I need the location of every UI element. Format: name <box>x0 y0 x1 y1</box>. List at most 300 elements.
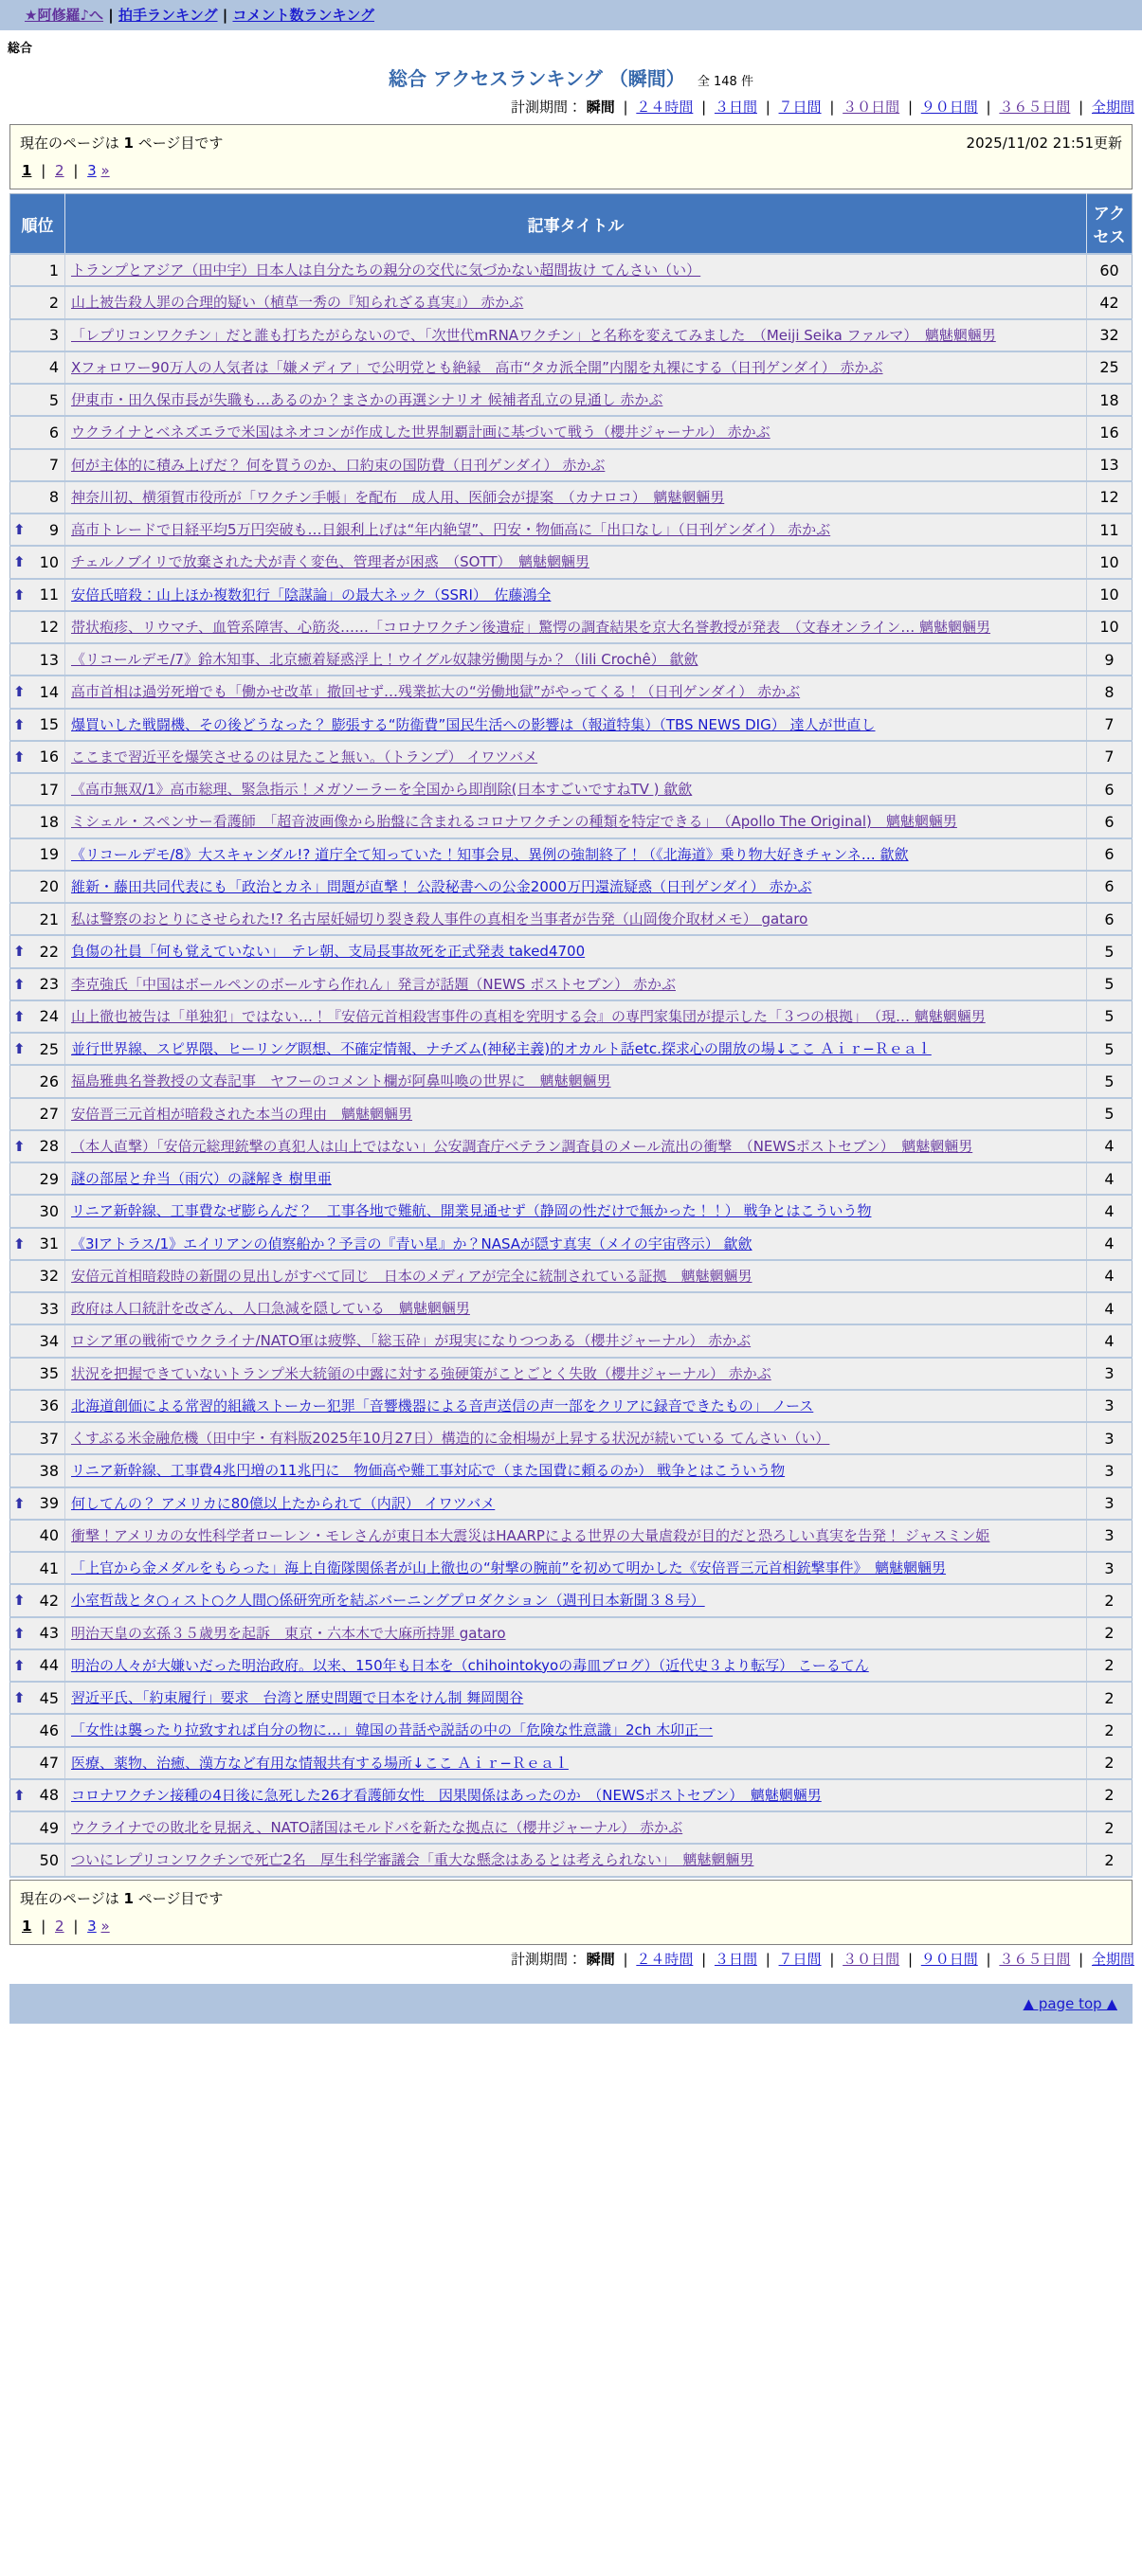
pagination-current-page[interactable]: 1 <box>22 1917 32 1935</box>
table-row <box>10 1520 1133 1552</box>
updated-timestamp: 2025/11/02 21:51更新 <box>966 135 1122 152</box>
title-cell <box>65 513 1087 546</box>
pagination-page-link[interactable]: 3 <box>87 1917 97 1935</box>
rank-cell <box>10 513 65 546</box>
rank-cell <box>10 1228 65 1260</box>
rank-cell <box>10 384 65 416</box>
rank-cell <box>10 1779 65 1811</box>
title-cell <box>65 1422 1087 1454</box>
access-cell: 13 <box>1087 449 1133 481</box>
article-link[interactable]: 安倍晋三元首相が暗殺された本当の理由 魑魅魍魎男 <box>71 1105 413 1123</box>
article-link[interactable]: トランプとアジア（田中宇）日本人は自分たちの親分の交代に気づかない超間抜け てんさい（い） <box>71 261 701 279</box>
access-cell: 32 <box>1087 319 1133 351</box>
article-link[interactable]: ミシェル・スペンサー看護師 「超音波画像から胎盤に含まれるコロナワクチンの種類を特定できる」 （Apollo The Original) 魑魅魍魎男 <box>71 813 957 831</box>
rank-number: 38 <box>39 1461 59 1480</box>
table-row <box>10 741 1133 773</box>
period-link[interactable]: ３日間 <box>714 99 757 116</box>
table-row <box>10 643 1133 676</box>
rank-number: 16 <box>39 748 59 766</box>
separator: | <box>36 162 51 179</box>
rank-cell <box>10 1098 65 1130</box>
article-link[interactable]: ウクライナとベネズエラで米国はネオコンが作成した世界制覇計画に基づいて戦う（櫻井ジャーナル） 赤かぶ <box>71 423 770 441</box>
rank-number: 49 <box>39 1818 59 1837</box>
access-cell: 2 <box>1087 1747 1133 1779</box>
rank-number: 12 <box>39 618 59 637</box>
access-cell: 2 <box>1087 1844 1133 1876</box>
rank-cell <box>10 1065 65 1097</box>
access-cell: 6 <box>1087 903 1133 935</box>
rank-number: 5 <box>48 390 59 409</box>
rank-up-icon: ⬆ <box>13 1624 26 1642</box>
rank-number: 9 <box>48 520 59 539</box>
article-link[interactable]: ついにレプリコンワクチンで死亡2名 厚生科学審議会「重大な懸念はあるとは考えられない」 魑魅魍魎男 <box>71 1851 754 1869</box>
ranking-table <box>9 193 1133 1878</box>
access-cell: 12 <box>1087 481 1133 513</box>
access-cell: 25 <box>1087 351 1133 384</box>
period-bar-bottom <box>0 1945 1142 1974</box>
table-row <box>10 1033 1133 1065</box>
rank-up-icon: ⬆ <box>13 1592 26 1610</box>
rank-number: 11 <box>39 585 59 604</box>
rank-cell <box>10 1260 65 1292</box>
rank-cell <box>10 1454 65 1486</box>
article-link[interactable]: 謎の部屋と弁当（雨穴）の謎解き 樹里亜 <box>71 1170 332 1187</box>
rank-number: 42 <box>39 1591 59 1610</box>
rank-number: 21 <box>39 910 59 928</box>
rank-up-icon: ⬆ <box>13 975 26 993</box>
period-link[interactable]: ３６５日間 <box>999 99 1071 116</box>
table-row <box>10 838 1133 871</box>
title-cell <box>65 1487 1087 1520</box>
access-cell: 3 <box>1087 1390 1133 1422</box>
table-row <box>10 1779 1133 1811</box>
table-row <box>10 611 1133 643</box>
rank-number: 50 <box>39 1850 59 1869</box>
pagination-top <box>20 158 1122 181</box>
rank-cell <box>10 1520 65 1552</box>
table-row <box>10 1324 1133 1357</box>
article-link[interactable]: （本人直撃）「安倍元総理銃撃の真犯人は山上ではない」公安調査庁ベテラン調査員のメール流出の衝撃 （NEWSポストセブン） 魑魅魍魎男 <box>71 1137 973 1155</box>
title-cell <box>65 449 1087 481</box>
article-link[interactable]: ウクライナでの敗北を見据え、NATO諸国はモルドバを新たな拠点に（櫻井ジャーナル） 赤かぶ <box>71 1819 683 1836</box>
table-row <box>10 1747 1133 1779</box>
rank-number: 7 <box>48 456 59 475</box>
article-link[interactable]: 小室哲哉とタ○ィスト○ク人間○係研究所を結ぶバーニングプロダクション（週刊日本新聞３８号） <box>71 1592 705 1610</box>
separator: | <box>697 99 711 116</box>
total-count: 全 148 件 <box>697 75 753 89</box>
separator: | <box>618 99 633 116</box>
rank-cell <box>10 319 65 351</box>
table-row <box>10 676 1133 708</box>
rank-number: 35 <box>39 1364 59 1383</box>
rank-number: 3 <box>48 326 59 345</box>
access-cell: 5 <box>1087 1000 1133 1033</box>
rank-number: 39 <box>39 1494 59 1513</box>
rank-number: 24 <box>39 1007 59 1026</box>
rank-cell <box>10 1714 65 1746</box>
separator: | <box>36 1917 51 1935</box>
table-row <box>10 1162 1133 1195</box>
rank-cell <box>10 1422 65 1454</box>
title-cell <box>65 1098 1087 1130</box>
title-cell <box>65 968 1087 1000</box>
period-link[interactable]: ３０日間 <box>843 1950 900 1968</box>
rank-cell <box>10 286 65 318</box>
article-link[interactable]: 医療、薬物、治癒、漢方など有用な情報共有する場所↓ここ Ａｉｒ−Ｒｅａｌ <box>71 1754 569 1772</box>
table-row <box>10 1065 1133 1097</box>
top-nav-bar <box>0 0 1142 30</box>
rank-number: 46 <box>39 1720 59 1739</box>
title-cell <box>65 1747 1087 1779</box>
article-link[interactable]: 安倍氏暗殺：山上ほか複数犯行「陰謀論」の最大ネック（SSRI） 佐藤鴻全 <box>71 585 552 603</box>
rank-cell <box>10 676 65 708</box>
separator: | <box>1074 99 1088 116</box>
access-cell: 7 <box>1087 741 1133 773</box>
title-cell <box>65 676 1087 708</box>
access-cell: 5 <box>1087 1098 1133 1130</box>
access-cell: 7 <box>1087 709 1133 741</box>
rank-number: 20 <box>39 877 59 896</box>
rank-up-icon: ⬆ <box>13 683 26 701</box>
separator: | <box>903 99 917 116</box>
period-label: 計測期間： <box>510 99 587 116</box>
current-page-text-bottom: 現在のページは 1 ページ目です <box>20 1889 224 1907</box>
title-cell <box>65 481 1087 513</box>
access-cell: 6 <box>1087 838 1133 871</box>
access-cell: 3 <box>1087 1358 1133 1390</box>
title-cell <box>65 1390 1087 1422</box>
period-link[interactable]: ２４時間 <box>636 99 694 116</box>
rank-up-icon: ⬆ <box>13 748 26 766</box>
access-cell: 2 <box>1087 1617 1133 1649</box>
rank-up-icon: ⬆ <box>13 1656 26 1674</box>
article-link[interactable]: 負傷の社員「何も覚えていない」 テレ朝、支局長事故死を正式発表 taked4700 <box>71 943 586 961</box>
access-cell: 8 <box>1087 676 1133 708</box>
title-cell <box>65 709 1087 741</box>
access-cell: 5 <box>1087 1033 1133 1065</box>
article-link[interactable]: 「上官から金メダルをもらった」海上自衛隊関係者が山上徹也の“射撃の腕前”を初めて明かした《安倍晋三元首相銃撃事件》 魑魅魍魎男 <box>71 1559 947 1576</box>
rank-cell <box>10 871 65 903</box>
rank-cell <box>10 611 65 643</box>
rank-up-icon: ⬆ <box>13 1234 26 1252</box>
article-link[interactable]: 維新・藤田共同代表にも「政治とカネ」問題が直撃！ 公設秘書への公金2000万円還流疑惑（日刊ゲンダイ） 赤かぶ <box>71 877 812 895</box>
current-page-number: 1 <box>123 135 134 152</box>
rank-up-icon: ⬆ <box>13 943 26 961</box>
article-link[interactable]: 李克強氏「中国はボールペンのボールすら作れん」発言が話題（NEWS ポストセブン） 赤かぶ <box>71 975 676 993</box>
title-cell <box>65 1844 1087 1876</box>
access-cell: 5 <box>1087 1065 1133 1097</box>
rank-cell <box>10 773 65 805</box>
article-link[interactable]: 明治の人々が大嫌いだった明治政府。以来、150年も日本を（chihointokyoの毒皿ブログ）（近代史３より転写） こーるてん <box>71 1656 869 1674</box>
access-cell: 3 <box>1087 1552 1133 1584</box>
rank-number: 23 <box>39 975 59 994</box>
rank-number: 18 <box>39 812 59 831</box>
title-cell <box>65 1130 1087 1162</box>
article-link[interactable]: 私は警察のおとりにさせられた!? 名古屋妊婦切り裂き殺人事件の真相を当事者が告発（山岡俊介取材メモ） gataro <box>71 910 808 928</box>
article-link[interactable]: 山上徹也被告は「単独犯」ではない…！『安倍元首相殺害事件の真相を究明する会』の専門家集団が提示した「３つの根拠」 （現… 魑魅魍魎男 <box>71 1007 986 1025</box>
rank-number: 40 <box>39 1526 59 1545</box>
rank-number: 6 <box>48 423 59 441</box>
separator: | <box>68 162 83 179</box>
table-row <box>10 1390 1133 1422</box>
access-cell: 4 <box>1087 1260 1133 1292</box>
article-link[interactable]: 政府は人口統計を改ざん、人口急減を隠している 魑魅魍魎男 <box>71 1300 470 1317</box>
article-link[interactable]: 福島雅典名誉教授の文春記事 ヤフーのコメント欄が阿鼻叫喚の世界に 魑魅魍魎男 <box>71 1072 611 1090</box>
access-cell: 2 <box>1087 1779 1133 1811</box>
access-cell: 2 <box>1087 1682 1133 1714</box>
article-link[interactable]: 並行世界線、スピ界隈、ヒーリング瞑想、不確定情報、ナチズム(神秘主義)的オカルト話etc.探求心の開放の場↓ここ Ａｉｒ−Ｒｅａｌ <box>71 1040 932 1057</box>
period-link[interactable]: ３０日間 <box>843 99 900 116</box>
article-link[interactable]: 《高市無双/1》高市総理、緊急指示！メガソーラーを全国から即削除(日本すごいですねTV ) 歙歛 <box>71 781 693 798</box>
title-cell <box>65 1454 1087 1486</box>
rank-up-icon: ⬆ <box>13 1689 26 1707</box>
rank-number: 13 <box>39 650 59 669</box>
period-link[interactable]: 全期間 <box>1091 99 1134 116</box>
article-link[interactable]: 爆買いした戦闘機、その後どうなった？ 膨張する“防衛費”国民生活への影響は（報道特集）（TBS NEWS DIG） 達人が世直し <box>71 715 876 733</box>
table-row <box>10 1195 1133 1227</box>
article-link[interactable]: 安倍元首相暗殺時の新聞の見出しがすべて同じ 日本のメディアが完全に統制されている証拠 魑魅魍魎男 <box>71 1267 752 1285</box>
title-cell <box>65 1520 1087 1552</box>
title-cell <box>65 1779 1087 1811</box>
access-cell: 5 <box>1087 935 1133 967</box>
table-row <box>10 1649 1133 1682</box>
access-cell: 6 <box>1087 871 1133 903</box>
rank-number: 37 <box>39 1429 59 1448</box>
rank-number: 28 <box>39 1137 59 1156</box>
top-nav-link[interactable]: コメント数ランキング <box>232 7 375 24</box>
rank-number: 25 <box>39 1039 59 1058</box>
article-link[interactable]: 高市首相は過労死増でも「働かせ改革」撤回せず…残業拡大の“労働地獄”がやってくる！（日刊ゲンダイ） 赤かぶ <box>71 683 801 701</box>
title-cell <box>65 1033 1087 1065</box>
rank-number: 36 <box>39 1396 59 1415</box>
rank-up-icon: ⬆ <box>13 1494 26 1512</box>
rank-cell <box>10 838 65 871</box>
rank-cell <box>10 1033 65 1065</box>
article-link[interactable]: くすぶる米金融危機（田中宇・有料版2025年10月27日）構造的に金相場が上昇する状況が続いている てんさい（い） <box>71 1430 830 1447</box>
category-label: 総合 <box>8 42 33 56</box>
article-link[interactable]: チェルノブイリで放棄された犬が青く変色、管理者が困惑 （SOTT） 魑魅魍魎男 <box>71 553 589 571</box>
article-link[interactable]: コロナワクチン接種の4日後に急死した26才看護師女性 因果関係はあったのか （NEWSポストセブン） 魑魅魍魎男 <box>71 1786 822 1804</box>
rank-cell <box>10 1682 65 1714</box>
rank-cell <box>10 1649 65 1682</box>
title-line <box>0 58 1142 93</box>
title-cell <box>65 935 1087 967</box>
article-link[interactable]: リニア新幹線、工事費4兆円増の11兆円に 物価高や難工事対応で（また国費に頼るのか） 戦争とはこういう物 <box>71 1462 786 1480</box>
access-cell: 4 <box>1087 1292 1133 1324</box>
rank-cell <box>10 1552 65 1584</box>
title-cell <box>65 1649 1087 1682</box>
rank-number: 22 <box>39 942 59 961</box>
rank-number: 43 <box>39 1624 59 1643</box>
pagination-page-link[interactable]: 3 <box>87 162 97 179</box>
period-link[interactable]: ７日間 <box>778 1950 822 1968</box>
article-link[interactable]: 《リコールデモ/8》大スキャンダル!? 道庁全て知っていた！知事会見、異例の強制終了！（《北海道》乗り物大好きチャンネ… 歙歛 <box>71 845 909 863</box>
rank-cell <box>10 579 65 611</box>
article-link[interactable]: 「女性は襲ったり拉致すれば自分の物に…」韓国の昔話や説話の中の「危険な性意識」2ch 木卯正一 <box>71 1721 714 1739</box>
table-row <box>10 384 1133 416</box>
article-link[interactable]: 習近平氏、「約束履行」要求 台湾と歴史問題で日本をけん制 舞岡関谷 <box>71 1689 524 1706</box>
access-cell: 10 <box>1087 611 1133 643</box>
pagination-page-link[interactable]: 2 <box>55 1917 64 1935</box>
table-row <box>10 968 1133 1000</box>
period-link[interactable]: ７日間 <box>778 99 822 116</box>
access-cell: 10 <box>1087 579 1133 611</box>
access-cell: 42 <box>1087 286 1133 318</box>
page-info-row <box>20 131 1122 158</box>
table-row <box>10 1228 1133 1260</box>
article-link[interactable]: 衝撃！アメリカの女性科学者ローレン・モレさんが東日本大震災はHAARPによる世界の大量虐殺が目的だと恐ろしい真実を告発！ ジャスミン姫 <box>71 1526 990 1544</box>
article-link[interactable]: 北海道創価による常習的組織ストーカー犯罪「音響機器による音声送信の声一部をクリアに録音できたもの」 ノース <box>71 1396 814 1414</box>
table-row <box>10 1000 1133 1033</box>
rank-number: 1 <box>48 261 59 279</box>
article-link[interactable]: 状況を把握できていないトランプ米大統領の中露に対する強硬策がことごとく失敗（櫻井ジャーナル） 赤かぶ <box>71 1364 771 1382</box>
rank-up-icon: ⬆ <box>13 585 26 603</box>
table-row <box>10 1260 1133 1292</box>
article-link[interactable]: 「レプリコンワクチン」だと誰も打ちたがらないので、「次世代mRNAワクチン」と名称を変えてみました （Meiji Seika ファルマ） 魑魅魍魎男 <box>71 326 996 344</box>
table-row <box>10 1682 1133 1714</box>
title-cell <box>65 1228 1087 1260</box>
top-nav-link[interactable]: 拍手ランキング <box>118 7 218 24</box>
table-row <box>10 1358 1133 1390</box>
rank-number: 17 <box>39 780 59 799</box>
bottom-whitespace <box>0 2024 1142 2128</box>
title-cell <box>65 773 1087 805</box>
rank-cell <box>10 935 65 967</box>
table-row <box>10 1584 1133 1616</box>
pagination-page-link[interactable]: 2 <box>55 162 64 179</box>
rank-cell <box>10 805 65 838</box>
article-link[interactable]: 何が主体的に積み上げだ？ 何を買うのか、口約束の国防費（日刊ゲンダイ） 赤かぶ <box>71 456 606 474</box>
period-link[interactable]: ３日間 <box>714 1950 757 1968</box>
title-cell <box>65 903 1087 935</box>
title-cell <box>65 1000 1087 1033</box>
article-link[interactable]: 何してんの？ アメリカに80億以上たかられて（内訳） イワツバメ <box>71 1494 496 1512</box>
rank-cell <box>10 254 65 286</box>
title-cell <box>65 1682 1087 1714</box>
article-link[interactable]: ロシア軍の戦術でウクライナ/NATO軍は疲弊、「総玉砕」が現実になりつつある（櫻井ジャーナル） 赤かぶ <box>71 1332 752 1350</box>
bottom-bar <box>9 1984 1133 2024</box>
pagination-current-page[interactable]: 1 <box>22 162 32 179</box>
article-link[interactable]: ここまで習近平を爆笑させるのは見たこと無い。（トランプ） イワツバメ <box>71 748 538 766</box>
article-link[interactable]: 高市トレードで日経平均5万円突破も…日銀利上げは“年内絶望”、円安・物価高に「出口なし」（日刊ゲンダイ） 赤かぶ <box>71 521 831 538</box>
period-link[interactable]: 全期間 <box>1091 1950 1134 1968</box>
article-link[interactable]: 明治天皇の玄孫３５歳男を起訴 東京・六本木で大麻所持罪 gataro <box>71 1624 506 1642</box>
title-cell <box>65 384 1087 416</box>
article-link[interactable]: 山上被告殺人罪の合理的疑い（植草一秀の『知られざる真実』） 赤かぶ <box>71 294 524 312</box>
pagination-next-link[interactable]: » <box>100 162 110 179</box>
rank-cell <box>10 416 65 448</box>
rank-up-icon: ⬆ <box>13 1007 26 1025</box>
access-cell: 5 <box>1087 968 1133 1000</box>
rank-cell <box>10 968 65 1000</box>
rank-cell <box>10 643 65 676</box>
article-link[interactable]: リニア新幹線、工事費なぜ膨らんだ？ 工事各地で難航、開業見通せず（静岡の性だけで無かった！！） 戦争とはこういう物 <box>71 1202 872 1220</box>
title-cell <box>65 1617 1087 1649</box>
title-cell <box>65 1584 1087 1616</box>
rank-cell <box>10 1195 65 1227</box>
access-cell: 4 <box>1087 1130 1133 1162</box>
period-link[interactable]: ３６５日間 <box>999 1950 1071 1968</box>
rank-cell <box>10 1324 65 1357</box>
separator: | <box>68 1917 83 1935</box>
table-row <box>10 1292 1133 1324</box>
article-link[interactable]: 神奈川初、横須賀市役所が「ワクチン手帳」を配布 成人用、医師会が提案 （カナロコ） 魑魅魍魎男 <box>71 488 725 506</box>
table-row <box>10 416 1133 448</box>
period-link[interactable]: ９０日間 <box>920 1950 978 1968</box>
article-link[interactable]: 《リコールデモ/7》鈴木知事、北京癒着疑惑浮上！ウイグル奴隷労働関与か？（lili Crochê） 歙歛 <box>71 651 698 668</box>
title-cell <box>65 1195 1087 1227</box>
rank-cell <box>10 1162 65 1195</box>
access-cell: 6 <box>1087 805 1133 838</box>
table-row <box>10 1714 1133 1746</box>
access-cell: 4 <box>1087 1162 1133 1195</box>
access-cell: 6 <box>1087 773 1133 805</box>
title-cell <box>65 871 1087 903</box>
pagination-next-link[interactable]: » <box>100 1917 110 1935</box>
separator: | <box>760 99 775 116</box>
title-cell <box>65 1358 1087 1390</box>
table-row <box>10 319 1133 351</box>
table-row <box>10 1811 1133 1844</box>
table-row <box>10 773 1133 805</box>
rank-cell <box>10 1130 65 1162</box>
table-row <box>10 351 1133 384</box>
table-row <box>10 1487 1133 1520</box>
article-link[interactable]: 《3Iアトラス/1》エイリアンの偵察船か？予言の『青い星』か？NASAが隠す真実（メイの宇宙啓示） 歙歛 <box>71 1234 752 1252</box>
title-cell <box>65 1714 1087 1746</box>
rank-up-icon: ⬆ <box>13 1137 26 1155</box>
rank-up-icon: ⬆ <box>13 521 26 539</box>
top-nav-link[interactable]: ★阿修羅♪へ <box>25 7 104 24</box>
separator: | <box>825 1950 840 1968</box>
access-cell: 11 <box>1087 513 1133 546</box>
table-row <box>10 1552 1133 1584</box>
title-cell <box>65 286 1087 318</box>
article-link[interactable]: Xフォロワー90万人の人気者は「嫌メディア」で公明党とも絶縁 高市“タカ派全開”内閣を丸裸にする（日刊ゲンダイ） 赤かぶ <box>71 358 883 376</box>
page-top-link[interactable]: ▲ page top ▲ <box>1023 1994 1117 2012</box>
title-cell <box>65 546 1087 578</box>
period-link[interactable]: ２４時間 <box>636 1950 694 1968</box>
top-nav-links <box>25 7 374 24</box>
rank-up-icon: ⬆ <box>13 553 26 571</box>
access-cell: 4 <box>1087 1195 1133 1227</box>
rank-number: 47 <box>39 1754 59 1773</box>
table-row <box>10 546 1133 578</box>
rank-number: 26 <box>39 1072 59 1090</box>
title-cell <box>65 1811 1087 1844</box>
header-access: アクセス <box>1087 194 1133 255</box>
period-link[interactable]: ９０日間 <box>920 99 978 116</box>
article-link[interactable]: 帯状疱疹、リウマチ、血管系障害、心筋炎……「コロナワクチン後遺症」驚愕の調査結果を京大名誉教授が発表 （文春オンライン… 魑魅魍魎男 <box>71 618 991 636</box>
rank-cell <box>10 1747 65 1779</box>
rank-number: 27 <box>39 1105 59 1124</box>
table-row <box>10 871 1133 903</box>
separator: | <box>1074 1950 1088 1968</box>
separator: | <box>981 1950 996 1968</box>
article-link[interactable]: 伊東市・田久保市長が失職も…あるのか？まさかの再選シナリオ 候補者乱立の見通し 赤かぶ <box>71 391 663 408</box>
rank-cell <box>10 1584 65 1616</box>
table-row <box>10 1844 1133 1876</box>
separator: | <box>697 1950 711 1968</box>
separator: | <box>903 1950 917 1968</box>
access-cell: 2 <box>1087 1811 1133 1844</box>
access-cell: 3 <box>1087 1520 1133 1552</box>
info-box-top <box>9 124 1133 189</box>
rank-cell <box>10 351 65 384</box>
ranking-table-wrap <box>9 193 1133 1878</box>
rank-number: 4 <box>48 358 59 377</box>
rank-cell <box>10 1844 65 1876</box>
